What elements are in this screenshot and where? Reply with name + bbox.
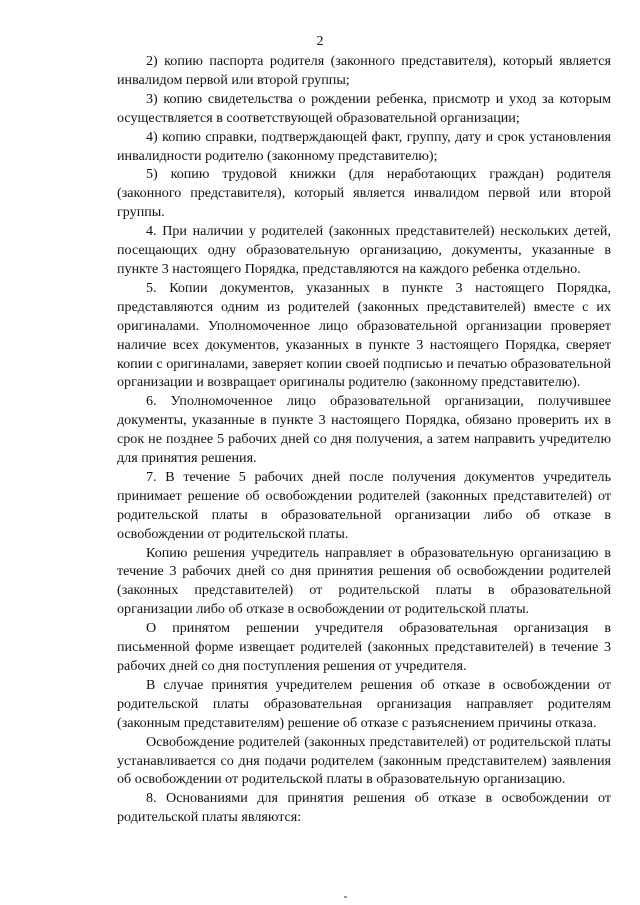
paragraph-item-4-disability-certificate: 4) копию справки, подтверждающей факт, группу, дату и срок установления инвалидности родителю (законному представителю); (117, 128, 611, 164)
paragraph-clause-4: 4. При наличии у родителей (законных представителей) нескольких детей, посещающих одну образовательную организацию, документы, указанные в пункте 3 настоящего Порядка, представляются на каждого ребенка отдельно. (117, 223, 611, 277)
paragraph-clause-8: 8. Основаниями для принятия решения об отказе в освобождении от родительской платы являются: (117, 790, 611, 826)
paragraph-exemption-start: Освобождение родителей (законных представителей) от родительской платы устанавливается со дня подачи родителем (законным представителем) заявления об освобождении от родительской платы в образовательную организацию. (117, 733, 611, 788)
paragraph-refusal: В случае принятия учредителем решения об отказе в освобождении от родительской платы образовательная организация направляет родителям (законным представителям) решение об отказе с разъяснением причины отказа. (117, 676, 611, 731)
paragraph-notification: О принятом решении учредителя образовательная организация в письменной форме извещает родителей (законных представителей) в течение 3 рабочих дней со дня поступления решения от учредителя. (117, 620, 611, 674)
paragraph-clause-6: 6. Уполномоченное лицо образовательной организации, получившее документы, указанные в пункте 3 настоящего Порядка, обязано проверить их в срок не позднее 5 рабочих дней со дня получения, а затем направить учредителю для принятия решения. (117, 393, 611, 467)
paragraph-item-2-passport: 2) копию паспорта родителя (законного представителя), который является инвалидом первой или второй группы; (117, 53, 611, 88)
paragraph-decision-copy: Копию решения учредитель направляет в образовательную организацию в течение 3 рабочих дней со дня принятия решения об освобождении родителей (законных представителей) от родительской платы в образовательной организации либо об отказе в освобождении от родительской платы. (117, 544, 611, 618)
paragraph-item-5-employment-record: 5) копию трудовой книжки (для неработающих граждан) родителя (законного представителя), который является инвалидом первой или второй группы. (117, 166, 611, 221)
scan-mark (344, 896, 347, 898)
paragraph-item-3-birth-certificate: 3) копию свидетельства о рождении ребенка, присмотр и уход за которым осуществляется в соответствующей образовательной организации; (117, 90, 611, 126)
document-body (117, 52, 611, 827)
paragraph-clause-7: 7. В течение 5 рабочих дней после получения документов учредитель принимает решение об освобождении родителей (законных представителей) от родительской платы в образовательной организации либо об отказе в освобождении от родительской платы. (117, 468, 611, 542)
page-number: 2 (316, 34, 324, 49)
paragraph-clause-5: 5. Копии документов, указанных в пункте 3 настоящего Порядка, представляются одним из родителей (законных представителей) вместе с их оригиналами. Уполномоченное лицо образовательной организации проверяет наличие всех документов, указанных в пункте 3 настоящего Порядка, сверяет копии с оригиналами, заверяет копии своей подписью и печатью образовательной организации и возвращает оригиналы родителю (законному представителю). (117, 279, 611, 391)
